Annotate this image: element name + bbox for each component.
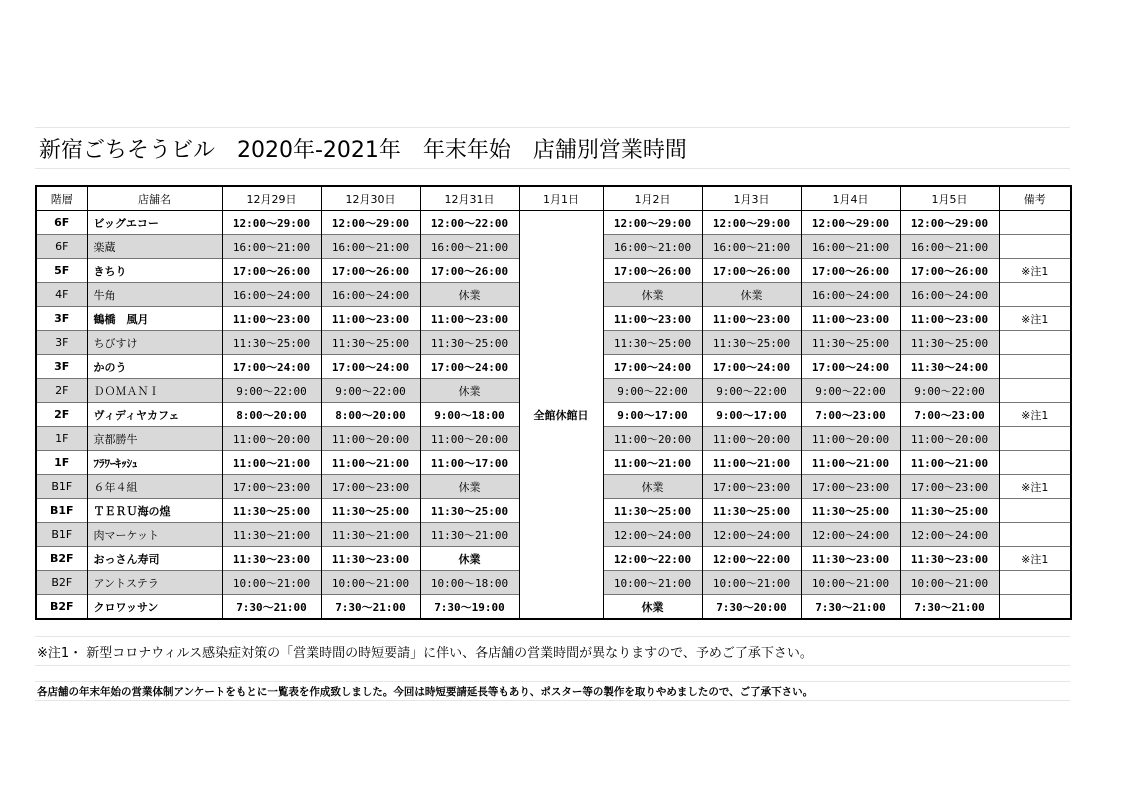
hours-cell: 休業 [603, 283, 702, 307]
hours-cell: 9:00～22:00 [801, 379, 900, 403]
hours-cell: 10:00～21:00 [222, 571, 321, 595]
hours-cell: 10:00～18:00 [420, 571, 519, 595]
hours-cell: 17:00～24:00 [603, 355, 702, 379]
header-dec30: 12月30日 [321, 186, 420, 211]
hours-cell: 12:00～22:00 [420, 211, 519, 235]
hours-cell: 9:00～18:00 [420, 403, 519, 427]
hours-cell: 7:30～21:00 [801, 595, 900, 620]
hours-cell: 16:00～21:00 [321, 235, 420, 259]
hours-cell: 11:00～17:00 [420, 451, 519, 475]
hours-cell: 11:30～25:00 [222, 331, 321, 355]
hours-cell: 11:30～23:00 [801, 547, 900, 571]
hours-cell: 17:00～26:00 [900, 259, 999, 283]
store-name-cell: 牛角 [87, 283, 222, 307]
hours-cell: 12:00～29:00 [900, 211, 999, 235]
hours-cell: 12:00～29:00 [321, 211, 420, 235]
hours-cell: 11:00～23:00 [702, 307, 801, 331]
header-floor: 階層 [36, 186, 87, 211]
hours-cell: 11:00～21:00 [801, 451, 900, 475]
store-name-cell: 鶴橋 風月 [87, 307, 222, 331]
closed-all-day-cell: 全館休館日 [519, 211, 603, 620]
note-cell [999, 451, 1071, 475]
floor-cell: 2F [36, 403, 87, 427]
hours-cell: 12:00～29:00 [702, 211, 801, 235]
hours-cell: 11:30～23:00 [900, 547, 999, 571]
hours-cell: 12:00～24:00 [702, 523, 801, 547]
hours-cell: 9:00～22:00 [222, 379, 321, 403]
note-cell [999, 283, 1071, 307]
hours-cell: 17:00～26:00 [222, 259, 321, 283]
hours-cell: 17:00～24:00 [321, 355, 420, 379]
hours-cell: 7:30～21:00 [321, 595, 420, 620]
hours-cell: 11:30～25:00 [420, 331, 519, 355]
hours-cell: 12:00～29:00 [603, 211, 702, 235]
hours-cell: 11:00～21:00 [222, 451, 321, 475]
hours-cell: 17:00～26:00 [420, 259, 519, 283]
hours-cell: 17:00～23:00 [702, 475, 801, 499]
store-name-cell: アントステラ [87, 571, 222, 595]
header-jan4: 1月4日 [801, 186, 900, 211]
floor-cell: B1F [36, 475, 87, 499]
hours-cell: 9:00～22:00 [603, 379, 702, 403]
floor-cell: 3F [36, 307, 87, 331]
store-name-cell: 肉マーケット [87, 523, 222, 547]
hours-cell: 16:00～24:00 [801, 283, 900, 307]
hours-cell: 11:00～23:00 [900, 307, 999, 331]
hours-cell: 11:30～25:00 [603, 331, 702, 355]
hours-cell: 16:00～21:00 [420, 235, 519, 259]
hours-cell: 11:00～21:00 [321, 451, 420, 475]
hours-cell: 11:00～20:00 [420, 427, 519, 451]
hours-cell: 12:00～22:00 [603, 547, 702, 571]
header-jan2: 1月2日 [603, 186, 702, 211]
hours-cell: 8:00～20:00 [321, 403, 420, 427]
floor-cell: 5F [36, 259, 87, 283]
hours-cell: 7:30～20:00 [702, 595, 801, 620]
hours-cell: 11:30～25:00 [801, 331, 900, 355]
note-cell [999, 355, 1071, 379]
hours-cell: 10:00～21:00 [321, 571, 420, 595]
hours-cell: 10:00～21:00 [900, 571, 999, 595]
note-cell [999, 211, 1071, 235]
note-cell [999, 379, 1071, 403]
note-cell [999, 235, 1071, 259]
hours-cell: 休業 [603, 475, 702, 499]
store-name-cell: ６年４組 [87, 475, 222, 499]
schedule-body [36, 211, 1071, 620]
hours-cell: 7:00～23:00 [900, 403, 999, 427]
hours-cell: 11:30～23:00 [222, 547, 321, 571]
hours-cell: 休業 [420, 283, 519, 307]
floor-cell: 3F [36, 331, 87, 355]
hours-cell: 休業 [603, 595, 702, 620]
hours-cell: 11:00～23:00 [321, 307, 420, 331]
footnote-1: ※注1・ 新型コロナウィルス感染症対策の「営業時間の時短要請」に伴い、各店舗の営業時間が異なりますので、予めご了承下さい。 [35, 636, 1070, 666]
hours-cell: 7:30～19:00 [420, 595, 519, 620]
hours-cell: 11:00～20:00 [603, 427, 702, 451]
hours-cell: 7:30～21:00 [900, 595, 999, 620]
hours-cell: 16:00～24:00 [900, 283, 999, 307]
floor-cell: 4F [36, 283, 87, 307]
hours-cell: 7:30～21:00 [222, 595, 321, 620]
note-cell: ※注1 [999, 307, 1071, 331]
floor-cell: 6F [36, 235, 87, 259]
hours-cell: 11:00～21:00 [603, 451, 702, 475]
spreadsheet [35, 127, 1070, 701]
table-row [36, 211, 1071, 235]
note-cell: ※注1 [999, 259, 1071, 283]
hours-cell: 11:00～23:00 [420, 307, 519, 331]
schedule-table [35, 185, 1072, 620]
hours-cell: 16:00～24:00 [222, 283, 321, 307]
hours-cell: 7:00～23:00 [801, 403, 900, 427]
hours-cell: 11:00～20:00 [222, 427, 321, 451]
hours-cell: 17:00～23:00 [321, 475, 420, 499]
hours-cell: 17:00～26:00 [801, 259, 900, 283]
store-name-cell: 楽蔵 [87, 235, 222, 259]
hours-cell: 12:00～24:00 [603, 523, 702, 547]
hours-cell: 11:00～20:00 [321, 427, 420, 451]
hours-cell: 17:00～23:00 [801, 475, 900, 499]
hours-cell: 16:00～21:00 [900, 235, 999, 259]
note-cell [999, 331, 1071, 355]
hours-cell: 10:00～21:00 [801, 571, 900, 595]
hours-cell: 12:00～29:00 [222, 211, 321, 235]
floor-cell: 6F [36, 211, 87, 235]
note-cell: ※注1 [999, 403, 1071, 427]
hours-cell: 17:00～24:00 [801, 355, 900, 379]
store-name-cell: 京都勝牛 [87, 427, 222, 451]
hours-cell: 16:00～21:00 [222, 235, 321, 259]
hours-cell: 11:30～24:00 [900, 355, 999, 379]
hours-cell: 休業 [420, 475, 519, 499]
hours-cell: 16:00～21:00 [603, 235, 702, 259]
floor-cell: B2F [36, 595, 87, 620]
hours-cell: 9:00～17:00 [603, 403, 702, 427]
note-cell: ※注1 [999, 547, 1071, 571]
hours-cell: 10:00～21:00 [603, 571, 702, 595]
hours-cell: 11:30～25:00 [321, 331, 420, 355]
hours-cell: 17:00～24:00 [222, 355, 321, 379]
hours-cell: 休業 [702, 283, 801, 307]
header-note: 備考 [999, 186, 1071, 211]
hours-cell: 12:00～29:00 [801, 211, 900, 235]
footnote-2: 各店舗の年末年始の営業体制アンケートをもとに一覧表を作成致しました。今回は時短要請延長等もあり、ポスター等の製作を取りやめましたので、ご了承下さい。 [35, 681, 1070, 701]
header-dec31: 12月31日 [420, 186, 519, 211]
hours-cell: 11:00～20:00 [801, 427, 900, 451]
store-name-cell: ちびすけ [87, 331, 222, 355]
note-cell [999, 427, 1071, 451]
hours-cell: 12:00～24:00 [801, 523, 900, 547]
floor-cell: 2F [36, 379, 87, 403]
hours-cell: 11:00～21:00 [900, 451, 999, 475]
hours-cell: 17:00～24:00 [420, 355, 519, 379]
hours-cell: 11:30～25:00 [420, 499, 519, 523]
hours-cell: 9:00～22:00 [900, 379, 999, 403]
hours-cell: 11:30～25:00 [702, 331, 801, 355]
store-name-cell: ＤＯＭＡＮＩ [87, 379, 222, 403]
hours-cell: 11:30～25:00 [801, 499, 900, 523]
hours-cell: 12:00～24:00 [900, 523, 999, 547]
hours-cell: 16:00～24:00 [321, 283, 420, 307]
hours-cell: 17:00～23:00 [900, 475, 999, 499]
hours-cell: 11:30～25:00 [222, 499, 321, 523]
floor-cell: 1F [36, 427, 87, 451]
hours-cell: 11:30～25:00 [321, 499, 420, 523]
header-store: 店舗名 [87, 186, 222, 211]
note-cell: ※注1 [999, 475, 1071, 499]
hours-cell: 11:00～23:00 [222, 307, 321, 331]
hours-cell: 12:00～22:00 [702, 547, 801, 571]
hours-cell: 9:00～22:00 [321, 379, 420, 403]
hours-cell: 17:00～26:00 [603, 259, 702, 283]
hours-cell: 11:30～23:00 [321, 547, 420, 571]
hours-cell: 11:30～21:00 [420, 523, 519, 547]
note-cell [999, 499, 1071, 523]
hours-cell: 11:30～25:00 [900, 331, 999, 355]
hours-cell: 17:00～26:00 [321, 259, 420, 283]
store-name-cell: かのう [87, 355, 222, 379]
store-name-cell: ﾌﾗﾜｰｷｯｼｭ [87, 451, 222, 475]
header-jan3: 1月3日 [702, 186, 801, 211]
header-dec29: 12月29日 [222, 186, 321, 211]
hours-cell: 休業 [420, 379, 519, 403]
hours-cell: 11:00～23:00 [603, 307, 702, 331]
floor-cell: 3F [36, 355, 87, 379]
hours-cell: 17:00～23:00 [222, 475, 321, 499]
hours-cell: 11:30～25:00 [900, 499, 999, 523]
hours-cell: 11:00～23:00 [801, 307, 900, 331]
store-name-cell: ヴィディヤカフェ [87, 403, 222, 427]
store-name-cell: ＴＥＲＵ海の煌 [87, 499, 222, 523]
floor-cell: 1F [36, 451, 87, 475]
floor-cell: B2F [36, 547, 87, 571]
store-name-cell: おっさん寿司 [87, 547, 222, 571]
spacer-row [35, 169, 1070, 185]
hours-cell: 16:00～21:00 [702, 235, 801, 259]
note-cell [999, 595, 1071, 620]
floor-cell: B1F [36, 523, 87, 547]
hours-cell: 17:00～26:00 [702, 259, 801, 283]
note-cell [999, 571, 1071, 595]
spacer-row [35, 666, 1070, 681]
hours-cell: 9:00～17:00 [702, 403, 801, 427]
header-jan1: 1月1日 [519, 186, 603, 211]
page-title: 新宿ごちそうビル 2020年-2021年 年末年始 店舗別営業時間 [35, 127, 1070, 169]
store-name-cell: きちり [87, 259, 222, 283]
store-name-cell: ビッグエコー [87, 211, 222, 235]
hours-cell: 11:00～20:00 [900, 427, 999, 451]
hours-cell: 17:00～24:00 [702, 355, 801, 379]
floor-cell: B1F [36, 499, 87, 523]
hours-cell: 8:00～20:00 [222, 403, 321, 427]
hours-cell: 11:00～20:00 [702, 427, 801, 451]
hours-cell: 16:00～21:00 [801, 235, 900, 259]
note-cell [999, 523, 1071, 547]
header-row [36, 186, 1071, 211]
hours-cell: 11:30～25:00 [603, 499, 702, 523]
hours-cell: 11:30～25:00 [702, 499, 801, 523]
hours-cell: 9:00～22:00 [702, 379, 801, 403]
hours-cell: 11:30～21:00 [321, 523, 420, 547]
store-name-cell: クロワッサン [87, 595, 222, 620]
hours-cell: 10:00～21:00 [702, 571, 801, 595]
header-jan5: 1月5日 [900, 186, 999, 211]
hours-cell: 休業 [420, 547, 519, 571]
floor-cell: B2F [36, 571, 87, 595]
hours-cell: 11:00～21:00 [702, 451, 801, 475]
hours-cell: 11:30～21:00 [222, 523, 321, 547]
